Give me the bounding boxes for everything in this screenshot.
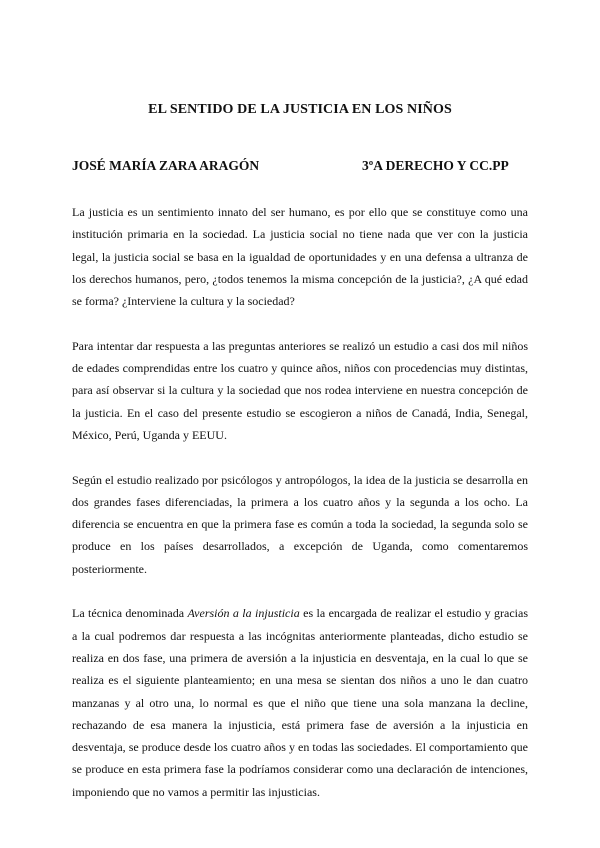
document-body (72, 201, 528, 825)
technique-name: Aversión a la injusticia (187, 606, 300, 621)
author-name: JOSÉ MARÍA ZARA ARAGÓN (72, 158, 260, 173)
paragraph-2: Para intentar dar respuesta a las preguntas anteriores se realizó un estudio a casi dos mil niños de edades comprendidas entre los cuatro y quince años, niños con procedencias muy distintas, para así observar si la cultura y la sociedad que nos rodea interviene en nuestra concepción de la justicia. En el caso del presente estudio se escogieron a niños de Canadá, India, Senegal, México, Perú, Uganda y EEUU. (72, 338, 528, 442)
course-label: 3ºA DERECHO Y CC.PP (362, 158, 509, 173)
paragraph-4-lead: La técnica denominada (72, 606, 188, 621)
paragraph-4-rest: es la encargada de realizar el estudio y gracias a la cual podremos dar respuesta a las incógnitas anteriormente planteadas, dicho estudio se realiza en dos fase, una primera de aversión a la injusticia en desventaja, en la cual lo que se realiza es el siguiente planteamiento; en una mesa se sientan dos niños a uno le dan cuatro manzanas y al otro una, lo normal es que el niño que tiene una sola manzana la decline, rechazando de esa manera la injusticia, está primera fase de aversión a la injusticia en desventaja, se produce desde los cuatro años y en todas las sociedades. El comportamiento que se produce en esta primera fase la podríamos considerar como una declaración de intenciones, imponiendo que no vamos a permitir las injusticias. (72, 606, 529, 799)
document-title: EL SENTIDO DE LA JUSTICIA EN LOS NIÑOS (148, 102, 452, 117)
paragraph-1: La justicia es un sentimiento innato del ser humano, es por ello que se constituye como una institución primaria en la sociedad. La justicia social no tiene nada que ver con la justicia legal, la justicia social se basa en la igualdad de oportunidades y en una defensa a ultranza de los derechos humanos, pero, ¿todos tenemos la misma concepción de la justicia?, ¿A qué edad se forma? ¿Interviene la cultura y la sociedad? (72, 205, 528, 309)
paragraph-3: Según el estudio realizado por psicólogos y antropólogos, la idea de la justicia se desarrolla en dos grandes fases diferenciadas, la primera a los cuatro años y la segunda a los ocho. La diferencia se encuentra en que la primera fase es común a toda la sociedad, la segunda solo se produce en los países desarrollados, a excepción de Uganda, como comentaremos posteriormente. (72, 472, 528, 576)
paragraph-4 (72, 602, 528, 803)
